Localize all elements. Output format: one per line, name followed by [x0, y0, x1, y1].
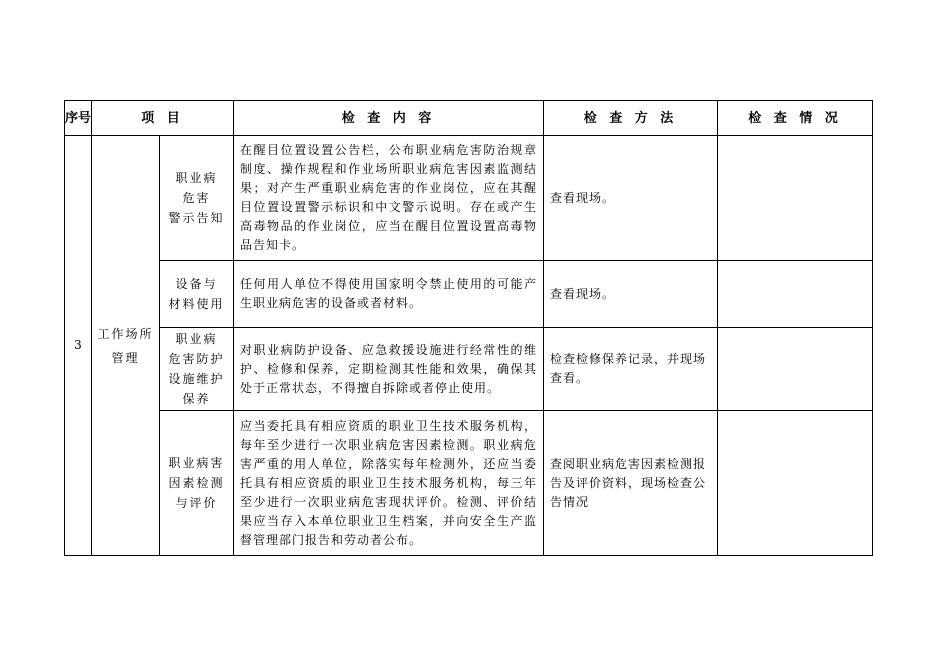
row-item: 职业病 危害防护 设施维护 保养	[160, 328, 234, 411]
inspection-sheet	[64, 100, 872, 556]
row-status-cell[interactable]	[718, 411, 873, 556]
row-content: 任何用人单位不得使用国家明令禁止使用的可能产生职业病危害的设备或者材料。	[234, 261, 544, 328]
inspection-table	[64, 100, 873, 556]
row-item: 设备与 材料使用	[160, 261, 234, 328]
header-content: 检 查 内 容	[234, 101, 544, 136]
header-seq: 序号	[65, 101, 92, 136]
table-row	[65, 261, 873, 328]
row-status-cell[interactable]	[718, 328, 873, 411]
row-item: 职业病 危害 警示告知	[160, 136, 234, 261]
table-row	[65, 136, 873, 261]
row-status-cell[interactable]	[718, 261, 873, 328]
header-method: 检 查 方 法	[544, 101, 718, 136]
row-item: 职业病害 因素检测 与评价	[160, 411, 234, 556]
table-row	[65, 328, 873, 411]
section-group: 工作场所 管理	[92, 136, 160, 556]
header-status: 检 查 情 况	[718, 101, 873, 136]
row-content: 在醒目位置设置公告栏，公布职业病危害防治规章制度、操作规程和作业场所职业病危害因素监测结果；对产生严重职业病危害的作业岗位，应在其醒目位置设置警示标识和中文警示说明。存在或产生高毒物品的作业岗位，应当在醒目位置设置高毒物品告知卡。	[234, 136, 544, 261]
table-header-row	[65, 101, 873, 136]
section-seq: 3	[65, 136, 92, 556]
row-method: 检查检修保养记录，并现场查看。	[544, 328, 718, 411]
row-method: 查阅职业病危害因素检测报告及评价资料，现场检查公告情况	[544, 411, 718, 556]
table-row	[65, 411, 873, 556]
row-status-cell[interactable]	[718, 136, 873, 261]
row-method: 查看现场。	[544, 136, 718, 261]
row-content: 对职业病防护设备、应急救援设施进行经常性的维护、检修和保养，定期检测其性能和效果，确保其处于正常状态，不得擅自拆除或者停止使用。	[234, 328, 544, 411]
row-content: 应当委托具有相应资质的职业卫生技术服务机构，每年至少进行一次职业病危害因素检测。职业病危害严重的用人单位，除落实每年检测外，还应当委托具有相应资质的职业卫生技术服务机构，每三年至少进行一次职业病危害现状评价。检测、评价结果应当存入本单位职业卫生档案，并向安全生产监督管理部门报告和劳动者公布。	[234, 411, 544, 556]
header-item: 项 目	[92, 101, 234, 136]
row-method: 查看现场。	[544, 261, 718, 328]
